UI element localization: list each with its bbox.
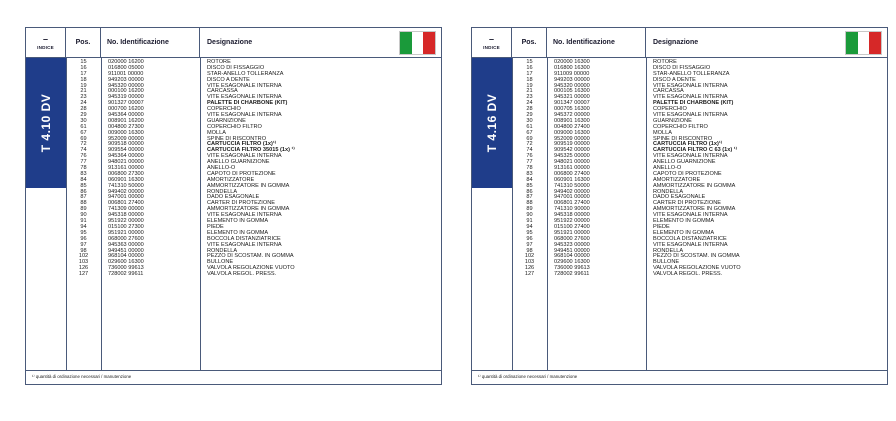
part-number-cell: 008901 16200 bbox=[108, 117, 144, 124]
part-number-cell: 004800 27400 bbox=[554, 123, 590, 130]
position-cell: 77 bbox=[80, 159, 87, 166]
part-number-cell: 068000 27600 bbox=[554, 235, 590, 242]
designation-cell: PALETTE DI CHARBONE (KIT) bbox=[207, 100, 288, 107]
designation-cell: DISCO A DENTE bbox=[207, 76, 250, 83]
position-cell: 17 bbox=[80, 70, 87, 77]
parts-table-panel-2 bbox=[471, 27, 888, 385]
part-number-cell: 945318 00000 bbox=[554, 212, 590, 219]
position-cell: 95 bbox=[526, 229, 533, 236]
position-cell: 127 bbox=[78, 271, 89, 278]
position-cell: 91 bbox=[526, 218, 533, 225]
designation-cell: AMMORTIZZATORE IN GOMMA bbox=[207, 182, 290, 189]
part-number-cell: 945364 00000 bbox=[108, 112, 144, 119]
position-cell: 84 bbox=[526, 176, 533, 183]
position-cell: 74 bbox=[526, 147, 533, 154]
part-number-cell: 060901 16300 bbox=[108, 176, 144, 183]
position-cell: 18 bbox=[80, 76, 87, 83]
designation-cell: ELEMENTO IN GOMMA bbox=[653, 218, 715, 225]
designation-cell: RONDELLA bbox=[653, 247, 684, 254]
designation-column-header: Designazione bbox=[653, 39, 699, 46]
part-number-cell: 000700 16200 bbox=[108, 106, 144, 113]
indice-label: INDICE bbox=[483, 45, 500, 50]
part-number-cell: 945319 00000 bbox=[108, 94, 144, 101]
part-number-cell: 952009 00000 bbox=[108, 135, 144, 142]
designation-cell: PEZZO DI SCOSTAM. IN GOMMA bbox=[653, 253, 740, 260]
part-number-cell: 060901 16300 bbox=[554, 176, 590, 183]
position-cell: 24 bbox=[526, 100, 533, 107]
part-number-cell: 728002 99611 bbox=[108, 271, 144, 278]
table-row bbox=[26, 272, 441, 278]
position-cell: 98 bbox=[526, 247, 533, 254]
designation-cell: AMMORTIZZATORE IN GOMMA bbox=[653, 206, 736, 213]
part-number-cell: 016800 16300 bbox=[554, 64, 590, 71]
part-number-cell: 029600 16300 bbox=[554, 259, 590, 266]
position-cell: 67 bbox=[80, 129, 87, 136]
position-cell: 87 bbox=[526, 194, 533, 201]
position-cell: 16 bbox=[80, 64, 87, 71]
designation-cell: VALVOLA REGOL. PRESS. bbox=[653, 271, 723, 278]
position-cell: 19 bbox=[526, 82, 533, 89]
position-cell: 29 bbox=[80, 112, 87, 119]
designation-cell: CAPOTO DI PROTEZIONE bbox=[653, 170, 722, 177]
designation-cell: MOLLA bbox=[207, 129, 226, 136]
position-cell: 127 bbox=[524, 271, 535, 278]
designation-cell: CARTUCCIA FILTRO 35015 (1x) ¹⁾ bbox=[207, 147, 295, 154]
designation-cell: BOCCOLA DISTANZIATRICE bbox=[653, 235, 727, 242]
position-cell: 74 bbox=[80, 147, 87, 154]
part-number-cell: 948021 00000 bbox=[108, 159, 144, 166]
designation-cell: PIEDE bbox=[653, 223, 670, 230]
part-number-cell: 736000 99613 bbox=[554, 265, 590, 272]
position-cell: 15 bbox=[526, 59, 533, 65]
designation-cell: ANELLO-O bbox=[653, 165, 682, 172]
position-cell: 102 bbox=[78, 253, 89, 260]
position-cell: 98 bbox=[80, 247, 87, 254]
part-number-cell: 741309 00000 bbox=[108, 206, 144, 213]
designation-cell: COPERCHIO bbox=[207, 106, 241, 113]
position-cell: 28 bbox=[526, 106, 533, 113]
designation-cell: SPINE DI RISCONTRO bbox=[653, 135, 713, 142]
parts-rows bbox=[26, 60, 441, 278]
position-cell: 29 bbox=[526, 112, 533, 119]
part-number-cell: 006800 27300 bbox=[108, 170, 144, 177]
part-number-cell: 949451 00000 bbox=[554, 247, 590, 254]
part-number-cell: 015100 27300 bbox=[108, 223, 144, 230]
position-cell: 84 bbox=[80, 176, 87, 183]
part-number-cell: 945325 00000 bbox=[554, 153, 590, 160]
position-cell: 30 bbox=[80, 117, 87, 124]
model-label: T 4.16 DV bbox=[485, 93, 499, 153]
italian-flag-icon bbox=[845, 31, 882, 55]
part-number-cell: 945363 00000 bbox=[108, 241, 144, 248]
designation-cell: ANELLO GUARNIZIONE bbox=[207, 159, 270, 166]
italian-flag-icon bbox=[399, 31, 436, 55]
part-number-cell: 000105 16300 bbox=[554, 88, 590, 95]
table-header bbox=[26, 28, 441, 58]
designation-cell: BULLONE bbox=[207, 259, 234, 266]
part-number-cell: 911009 00000 bbox=[554, 70, 590, 77]
position-cell: 91 bbox=[80, 218, 87, 225]
position-cell: 72 bbox=[80, 141, 87, 148]
position-cell: 86 bbox=[80, 188, 87, 195]
position-cell: 126 bbox=[524, 265, 535, 272]
position-cell: 21 bbox=[80, 88, 87, 95]
position-cell: 94 bbox=[80, 223, 87, 230]
designation-cell: VITE ESAGONALE INTERNA bbox=[653, 82, 728, 89]
position-cell: 72 bbox=[526, 141, 533, 148]
designation-cell: COPERCHIO bbox=[653, 106, 687, 113]
part-number-cell: 029600 16300 bbox=[108, 259, 144, 266]
designation-cell: ROTORE bbox=[653, 59, 677, 65]
part-number-cell: 945372 00000 bbox=[554, 112, 590, 119]
designation-cell: CARTER DI PROTEZIONE bbox=[207, 200, 275, 207]
part-number-cell: 901327 00007 bbox=[108, 100, 144, 107]
position-cell: 89 bbox=[80, 206, 87, 213]
designation-cell: DADO ESAGONALE bbox=[653, 194, 706, 201]
position-cell: 102 bbox=[524, 253, 535, 260]
position-cell: 15 bbox=[80, 59, 87, 65]
indice-header[interactable] bbox=[26, 28, 66, 57]
part-number-cell: 945364 00000 bbox=[108, 153, 144, 160]
designation-cell: CARCASSA bbox=[653, 88, 684, 95]
designation-cell: DISCO A DENTE bbox=[653, 76, 696, 83]
part-number-cell: 068000 27600 bbox=[108, 235, 144, 242]
designation-cell: VALVOLA REGOLAZIONE VUOTO bbox=[207, 265, 295, 272]
position-cell: 69 bbox=[80, 135, 87, 142]
position-cell: 18 bbox=[526, 76, 533, 83]
position-cell: 96 bbox=[80, 235, 87, 242]
designation-cell: VITE ESAGONALE INTERNA bbox=[207, 212, 282, 219]
position-cell: 103 bbox=[78, 259, 89, 266]
designation-cell: ROTORE bbox=[207, 59, 231, 65]
designation-cell: DADO ESAGONALE bbox=[207, 194, 260, 201]
designation-cell: CARCASSA bbox=[207, 88, 238, 95]
part-number-cell: 913161 00000 bbox=[554, 165, 590, 172]
number-column-header: No. Identificazione bbox=[101, 28, 200, 57]
indice-dash: – bbox=[488, 34, 494, 44]
designation-cell: PEZZO DI SCOSTAM. IN GOMMA bbox=[207, 253, 294, 260]
part-number-cell: 909554 00000 bbox=[108, 147, 144, 154]
position-cell: 83 bbox=[80, 170, 87, 177]
part-number-cell: 741310 50000 bbox=[108, 182, 144, 189]
position-cell: 126 bbox=[78, 265, 89, 272]
position-cell: 85 bbox=[526, 182, 533, 189]
footnote: ¹⁾ quantità di ordinazione necessari / manutenzione bbox=[478, 374, 578, 379]
part-number-cell: 004800 27300 bbox=[108, 123, 144, 130]
position-cell: 77 bbox=[526, 159, 533, 166]
designation-cell: VITE ESAGONALE INTERNA bbox=[653, 94, 728, 101]
number-column-header: No. Identificazione bbox=[547, 28, 646, 57]
part-number-cell: 952009 00000 bbox=[554, 135, 590, 142]
designation-cell: VITE ESAGONALE INTERNA bbox=[207, 94, 282, 101]
part-number-cell: 736000 99613 bbox=[108, 265, 144, 272]
position-cell: 89 bbox=[526, 206, 533, 213]
position-cell: 78 bbox=[526, 165, 533, 172]
designation-cell: RONDELLA bbox=[207, 188, 238, 195]
part-number-cell: 728002 99611 bbox=[554, 271, 590, 278]
position-cell: 90 bbox=[526, 212, 533, 219]
designation-cell: CAPOTO DI PROTEZIONE bbox=[207, 170, 276, 177]
designation-cell: COPERCHIO FILTRO bbox=[653, 123, 708, 130]
part-number-cell: 968104 00000 bbox=[554, 253, 590, 260]
part-number-cell: 909518 00000 bbox=[108, 141, 144, 148]
part-number-cell: 947001 00000 bbox=[554, 194, 590, 201]
position-cell: 103 bbox=[524, 259, 535, 266]
position-cell: 28 bbox=[80, 106, 87, 113]
part-number-cell: 949451 00000 bbox=[108, 247, 144, 254]
pos-column-header: Pos. bbox=[512, 28, 547, 57]
designation-cell: VITE ESAGONALE INTERNA bbox=[207, 241, 282, 248]
designation-cell: VITE ESAGONALE INTERNA bbox=[653, 241, 728, 248]
designation-cell: AMORTIZZATORE bbox=[653, 176, 701, 183]
designation-cell: MOLLA bbox=[653, 129, 672, 136]
part-number-cell: 945320 00000 bbox=[554, 82, 590, 89]
parts-table-panel-1 bbox=[25, 27, 442, 385]
position-cell: 87 bbox=[80, 194, 87, 201]
position-cell: 97 bbox=[80, 241, 87, 248]
part-number-cell: 949402 00000 bbox=[108, 188, 144, 195]
part-number-cell: 000705 16300 bbox=[554, 106, 590, 113]
position-cell: 30 bbox=[526, 117, 533, 124]
position-cell: 88 bbox=[80, 200, 87, 207]
part-number-cell: 945320 00000 bbox=[108, 82, 144, 89]
designation-cell: VITE ESAGONALE INTERNA bbox=[653, 112, 728, 119]
position-cell: 23 bbox=[80, 94, 87, 101]
position-cell: 16 bbox=[526, 64, 533, 71]
part-number-cell: 020000 16200 bbox=[108, 59, 144, 65]
designation-cell: GUARNIZIONE bbox=[653, 117, 692, 124]
part-number-cell: 945321 00000 bbox=[554, 94, 590, 101]
position-cell: 61 bbox=[80, 123, 87, 130]
designation-cell: RONDELLA bbox=[653, 188, 684, 195]
designation-cell: VITE ESAGONALE INTERNA bbox=[653, 153, 728, 160]
designation-cell: SPINE DI RISCONTRO bbox=[207, 135, 267, 142]
designation-cell: DISCO DI FISSAGGIO bbox=[653, 64, 711, 71]
part-number-cell: 901347 00007 bbox=[554, 100, 590, 107]
part-number-cell: 951921 00000 bbox=[108, 229, 144, 236]
designation-cell: VALVOLA REGOL. PRESS. bbox=[207, 271, 277, 278]
part-number-cell: 949203 00000 bbox=[554, 76, 590, 83]
part-number-cell: 009000 16300 bbox=[108, 129, 144, 136]
part-number-cell: 016800 05000 bbox=[108, 64, 144, 71]
designation-cell: COPERCHIO FILTRO bbox=[207, 123, 262, 130]
position-cell: 90 bbox=[80, 212, 87, 219]
designation-cell: STAR-ANELLO TOLLERANZA bbox=[207, 70, 284, 77]
part-number-cell: 741310 50000 bbox=[554, 182, 590, 189]
designation-cell: AMORTIZZATORE bbox=[207, 176, 255, 183]
part-number-cell: 945318 00000 bbox=[108, 212, 144, 219]
table-header bbox=[472, 28, 887, 58]
position-cell: 24 bbox=[80, 100, 87, 107]
designation-cell: STAR-ANELLO TOLLERANZA bbox=[653, 70, 730, 77]
part-number-cell: 913161 00000 bbox=[108, 165, 144, 172]
designation-cell: GUARNIZIONE bbox=[207, 117, 246, 124]
part-number-cell: 909519 00000 bbox=[554, 141, 590, 148]
part-number-cell: 020000 16300 bbox=[554, 59, 590, 65]
position-cell: 19 bbox=[80, 82, 87, 89]
designation-cell: AMMORTIZZATORE IN GOMMA bbox=[653, 182, 736, 189]
designation-cell: BOCCOLA DISTANZIATRICE bbox=[207, 235, 281, 242]
position-cell: 97 bbox=[526, 241, 533, 248]
designation-cell: VITE ESAGONALE INTERNA bbox=[207, 112, 282, 119]
designation-cell: CARTER DI PROTEZIONE bbox=[653, 200, 721, 207]
position-cell: 78 bbox=[80, 165, 87, 172]
designation-cell: ANELLO-O bbox=[207, 165, 236, 172]
model-label: T 4.10 DV bbox=[39, 93, 53, 153]
designation-cell: ANELLO GUARNIZIONE bbox=[653, 159, 716, 166]
part-number-cell: 951922 00000 bbox=[108, 218, 144, 225]
position-cell: 88 bbox=[526, 200, 533, 207]
part-number-cell: 911001 00000 bbox=[108, 70, 144, 77]
part-number-cell: 006801 27400 bbox=[108, 200, 144, 207]
position-cell: 94 bbox=[526, 223, 533, 230]
designation-cell: DISCO DI FISSAGGIO bbox=[207, 64, 265, 71]
position-cell: 23 bbox=[526, 94, 533, 101]
position-cell: 95 bbox=[80, 229, 87, 236]
position-cell: 76 bbox=[80, 153, 87, 160]
designation-cell: RONDELLA bbox=[207, 247, 238, 254]
designation-cell: CARTUCCIA FILTRO (1x)¹⁾ bbox=[653, 141, 723, 148]
designation-cell: VITE ESAGONALE INTERNA bbox=[653, 212, 728, 219]
indice-header[interactable] bbox=[472, 28, 512, 57]
designation-cell: VITE ESAGONALE INTERNA bbox=[207, 82, 282, 89]
part-number-cell: 968104 00000 bbox=[108, 253, 144, 260]
footnote: ¹⁾ quantità di ordinazione necessari / manutenzione bbox=[32, 374, 132, 379]
designation-cell: ELEMENTO IN GOMMA bbox=[207, 218, 269, 225]
position-cell: 85 bbox=[80, 182, 87, 189]
designation-cell: PALETTE DI CHARBONE (KIT) bbox=[653, 100, 734, 107]
part-number-cell: 951922 00000 bbox=[554, 218, 590, 225]
indice-label: INDICE bbox=[37, 45, 54, 50]
designation-column-header: Designazione bbox=[207, 39, 253, 46]
designation-cell: PIEDE bbox=[207, 223, 224, 230]
part-number-cell: 000100 16200 bbox=[108, 88, 144, 95]
position-cell: 76 bbox=[526, 153, 533, 160]
position-cell: 96 bbox=[526, 235, 533, 242]
part-number-cell: 909542 00000 bbox=[554, 147, 590, 154]
designation-cell: ELEMENTO IN GOMMA bbox=[207, 229, 269, 236]
position-cell: 21 bbox=[526, 88, 533, 95]
designation-cell: AMMORTIZZATORE IN GOMMA bbox=[207, 206, 290, 213]
part-number-cell: 945323 00000 bbox=[554, 241, 590, 248]
part-number-cell: 015100 27400 bbox=[554, 223, 590, 230]
part-number-cell: 951921 00000 bbox=[554, 229, 590, 236]
pos-column-header: Pos. bbox=[66, 28, 101, 57]
position-cell: 61 bbox=[526, 123, 533, 130]
table-row bbox=[472, 272, 887, 278]
designation-cell: BULLONE bbox=[653, 259, 680, 266]
part-number-cell: 009000 16300 bbox=[554, 129, 590, 136]
position-cell: 86 bbox=[526, 188, 533, 195]
designation-cell: VITE ESAGONALE INTERNA bbox=[207, 153, 282, 160]
part-number-cell: 947001 00000 bbox=[108, 194, 144, 201]
position-cell: 17 bbox=[526, 70, 533, 77]
position-cell: 69 bbox=[526, 135, 533, 142]
part-number-cell: 008901 16300 bbox=[554, 117, 590, 124]
designation-cell: CARTUCCIA FILTRO (1x)¹⁾ bbox=[207, 141, 277, 148]
designation-cell: VALVOLA REGOLAZIONE VUOTO bbox=[653, 265, 741, 272]
part-number-cell: 948021 00000 bbox=[554, 159, 590, 166]
part-number-cell: 949402 00000 bbox=[554, 188, 590, 195]
part-number-cell: 741310 90000 bbox=[554, 206, 590, 213]
position-cell: 83 bbox=[526, 170, 533, 177]
part-number-cell: 006801 27400 bbox=[554, 200, 590, 207]
position-cell: 67 bbox=[526, 129, 533, 136]
part-number-cell: 006800 27400 bbox=[554, 170, 590, 177]
indice-dash: – bbox=[42, 34, 48, 44]
designation-cell: CARTUCCIA FILTRO C 63 (1x) ¹⁾ bbox=[653, 147, 738, 154]
designation-cell: ELEMENTO IN GOMMA bbox=[653, 229, 715, 236]
part-number-cell: 949203 00000 bbox=[108, 76, 144, 83]
parts-rows bbox=[472, 60, 887, 278]
